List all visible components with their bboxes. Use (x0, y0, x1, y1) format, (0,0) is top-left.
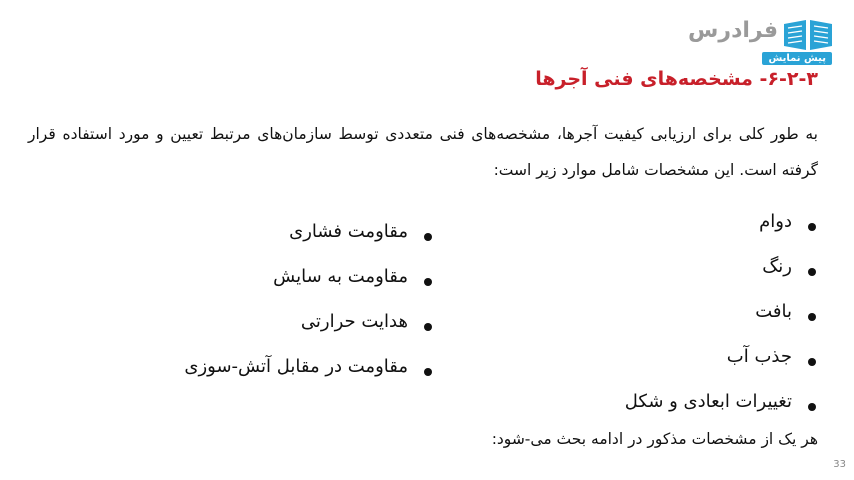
list-item: مقاومت فشاری (184, 214, 434, 259)
list-item: رنگ (625, 249, 818, 294)
preview-badge: پیش نمایش (762, 52, 832, 65)
list-item: مقاومت به سایش (184, 259, 434, 304)
list-item: مقاومت در مقابل آتش-سوزی (184, 349, 434, 394)
list-item: بافت (625, 294, 818, 339)
properties-list-left (184, 214, 434, 394)
slide-title: ۶-۲-۳- مشخصه‌های فنی آجرها (535, 68, 818, 90)
list-item: هدایت حرارتی (184, 304, 434, 349)
open-book-icon (782, 16, 834, 52)
list-item: دوام (625, 204, 818, 249)
list-item: جذب آب (625, 339, 818, 384)
page-number: 33 (833, 459, 846, 470)
logo-text: فرادرس (688, 18, 778, 43)
intro-paragraph: به طور کلی برای ارزیابی کیفیت آجرها، مشخصه‌های فنی متعددی توسط سازمان‌های مرتبط تعیین و مورد استفاده قرار گرفته است. این مشخصات شامل موارد زیر است: (28, 125, 818, 179)
closing-sentence: هر یک از مشخصات مذکور در ادامه بحث می-شود: (491, 430, 818, 448)
properties-list-right (625, 204, 818, 429)
logo (688, 14, 834, 68)
list-item: تغییرات ابعادی و شکل (625, 384, 818, 429)
